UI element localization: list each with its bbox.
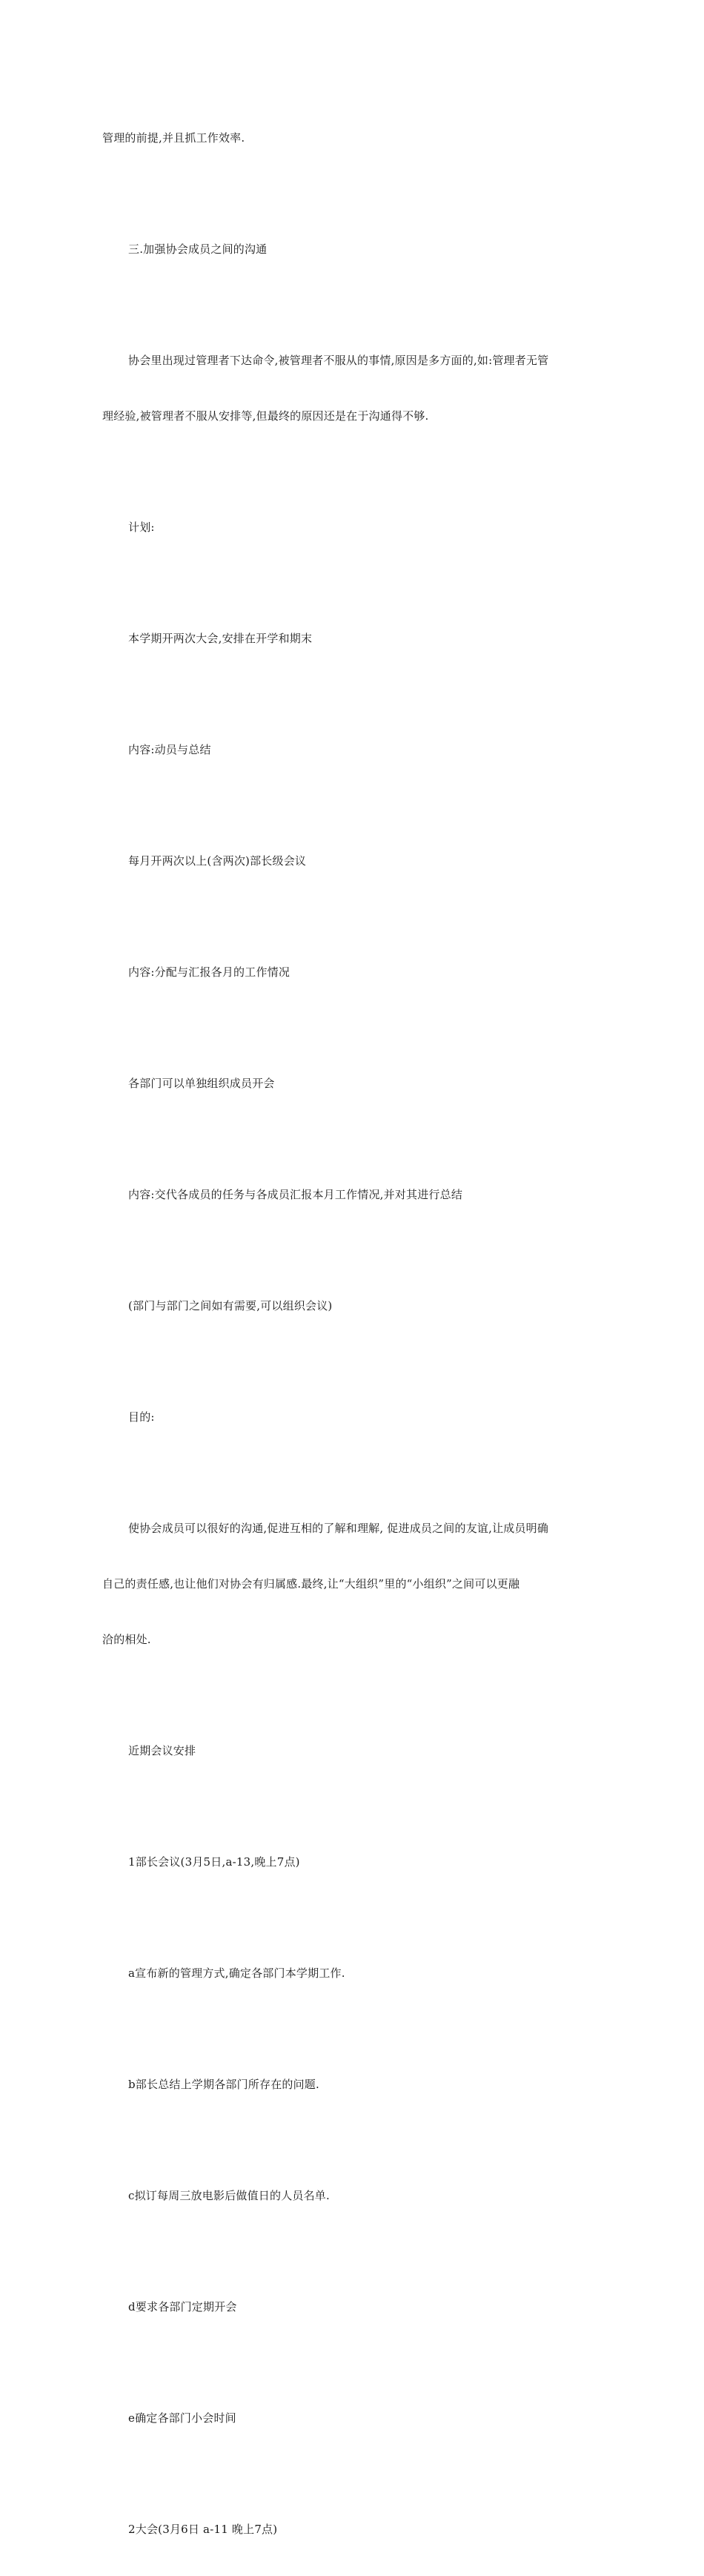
plan-item-content-2 — [102, 926, 603, 1019]
plan-label — [102, 481, 603, 574]
plan-item-minister-meeting — [102, 815, 603, 908]
plan-item-department-meeting — [102, 1037, 603, 1130]
paragraph-1 — [102, 92, 603, 185]
plan-item-content-3 — [102, 1149, 603, 1241]
paragraph-line: 2大会(3月6日 a-11 晚上7点) — [128, 2523, 278, 2536]
paragraph-line: 内容:交代各成员的任务与各成员汇报本月工作情况,并对其进行总结 — [128, 1188, 463, 1201]
paragraph-line: b部长总结上学期各部门所存在的问题. — [128, 2078, 319, 2091]
meeting-subitem-d — [102, 2261, 603, 2354]
paragraph-line: 管理的前提,并且抓工作效率. — [102, 131, 245, 145]
paragraph-line: d要求各部门定期开会 — [128, 2300, 237, 2314]
meeting-item-1 — [102, 1816, 603, 1909]
meeting-subitem-b — [102, 2038, 603, 2131]
paragraph-line: 每月开两次以上(含两次)部长级会议 — [128, 854, 307, 868]
plan-item-content-1 — [102, 704, 603, 796]
paragraph-line: 目的: — [128, 1410, 155, 1424]
paragraph-line: e确定各部门小会时间 — [128, 2411, 236, 2425]
paragraph-line: 近期会议安排 — [128, 1744, 196, 1757]
plan-item-general-meeting — [102, 592, 603, 685]
paragraph-line: 内容:动员与总结 — [128, 743, 211, 756]
paragraph-line: 各部门可以单独组织成员开会 — [128, 1077, 275, 1090]
paragraph-problem — [102, 314, 603, 463]
meeting-subitem-a — [102, 1927, 603, 2020]
paragraph-line: 洽的相处. — [102, 1633, 151, 1646]
recent-meetings-heading — [102, 1705, 603, 1797]
paragraph-line: 理经验,被管理者不服从安排等,但最终的原因还是在于沟通得不够. — [102, 409, 429, 423]
paragraph-line: a宣布新的管理方式,确定各部门本学期工作. — [128, 1966, 345, 1980]
meeting-subitem-c — [102, 2150, 603, 2242]
paragraph-purpose — [102, 1482, 603, 1686]
paragraph-line: 三.加强协会成员之间的沟通 — [128, 242, 268, 256]
meeting-item-2 — [102, 2483, 603, 2576]
paragraph-line: 本学期开两次大会,安排在开学和期末 — [128, 632, 313, 645]
meeting-subitem-e — [102, 2372, 603, 2465]
paragraph-line: 协会里出现过管理者下达命令,被管理者不服从的事情,原因是多方面的,如:管理者无管 — [128, 354, 549, 367]
paragraph-line: 1部长会议(3月5日,a-13,晚上7点) — [128, 1855, 300, 1869]
plan-item-note — [102, 1260, 603, 1353]
purpose-label — [102, 1371, 603, 1464]
paragraph-line: (部门与部门之间如有需要,可以组织会议) — [128, 1299, 333, 1312]
document-body — [102, 92, 603, 2576]
paragraph-line: 内容:分配与汇报各月的工作情况 — [128, 965, 290, 979]
paragraph-line: 使协会成员可以很好的沟通,促进互相的了解和理解, 促进成员之间的友谊,让成员明确 — [128, 1522, 549, 1535]
section-heading-communication — [102, 203, 603, 296]
paragraph-line: 自己的责任感,也让他们对协会有归属感.最终,让“大组织”里的“小组织”之间可以更融 — [102, 1577, 520, 1591]
paragraph-line: c拟订每周三放电影后做值日的人员名单. — [128, 2189, 330, 2202]
paragraph-line: 计划: — [128, 521, 155, 534]
